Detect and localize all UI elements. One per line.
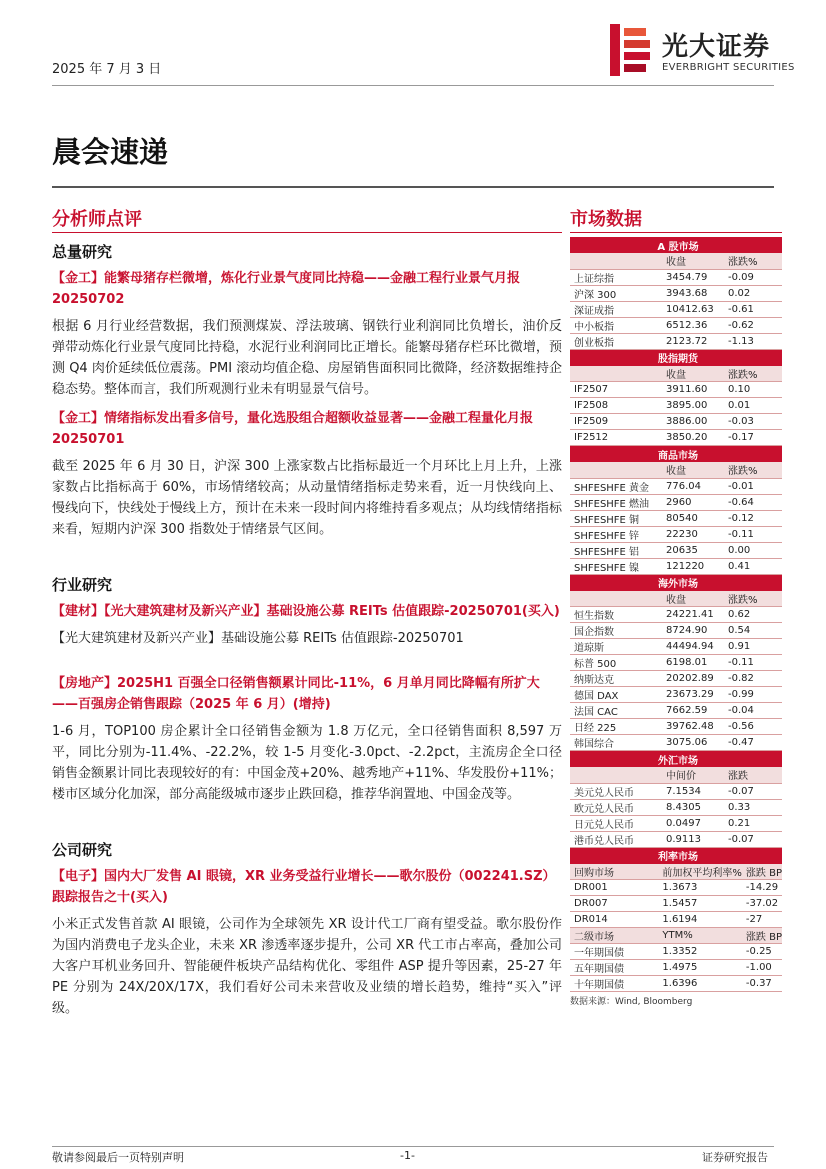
table-row-cell: 0.01 xyxy=(724,398,782,414)
logo-name-en: EVERBRIGHT SECURITIES xyxy=(662,62,795,73)
table-row-cell: -0.61 xyxy=(724,301,782,317)
table-row-cell: 沪深 300 xyxy=(570,285,662,301)
table-row xyxy=(570,269,782,285)
table-row-cell: 3886.00 xyxy=(662,414,724,430)
table-band-title: 海外市场 xyxy=(570,575,782,591)
table-row-cell: 7662.59 xyxy=(662,703,724,719)
table-row-cell: 一年期国债 xyxy=(570,944,658,960)
table-row-cell: -0.07 xyxy=(724,831,782,847)
category-macro: 总量研究 xyxy=(52,243,113,261)
table-row-cell: 1.5457 xyxy=(658,896,742,912)
market-column xyxy=(570,205,782,1007)
table-row xyxy=(570,558,782,574)
table-row-cell: -0.03 xyxy=(724,414,782,430)
everbright-logo-mark-icon xyxy=(608,22,656,78)
table-row-cell: 0.33 xyxy=(724,799,782,815)
table-row-cell: -0.04 xyxy=(724,703,782,719)
table-row-cell: 十年期国债 xyxy=(570,976,658,992)
table-row-cell: 0.21 xyxy=(724,815,782,831)
table-row-cell: 776.04 xyxy=(662,478,724,494)
table-row-cell: IF2509 xyxy=(570,414,662,430)
article-title[interactable]: 【金工】能繁母猪存栏微增，炼化行业景气度同比持稳——金融工程行业景气月报20250702 xyxy=(52,271,521,307)
table-row-cell: 0.62 xyxy=(724,607,782,623)
table-header-cell: 收盘 xyxy=(662,253,724,269)
table-row-cell: 7.1534 xyxy=(662,783,724,799)
analyst-section-title: 分析师点评 xyxy=(52,205,562,233)
table-row-cell: 10412.63 xyxy=(662,301,724,317)
table-row-cell: 标普 500 xyxy=(570,655,662,671)
article-body: 1-6 月，TOP100 房企累计全口径销售金额为 1.8 万亿元，全口径销售面积 8,597 万平，同比分别为-11.4%、-22.2%，较 1-5 月变化-3.0pct、-2.2pct，主流房企全口径销售金额累计同比表现较好的有：中国金茂+20%、越秀地产+11%、华发股份+11%；楼市区域分化加深，部分高能级城市逐步止跌回稳，推荐华润置地、中国金茂等。 xyxy=(52,724,562,802)
table-row-cell: -1.13 xyxy=(724,333,782,349)
table-row-cell: 8724.90 xyxy=(662,623,724,639)
table-row xyxy=(570,301,782,317)
table-row-cell: SHFESHFE 黄金 xyxy=(570,478,662,494)
table-row-cell: 纳斯达克 xyxy=(570,671,662,687)
table-row-cell: -27 xyxy=(742,912,782,928)
table-header xyxy=(570,462,782,478)
article-body: 截至 2025 年 6 月 30 日，沪深 300 上涨家数占比指标最近一个月环比上月上升，上涨家数占比指标高于 60%，市场情绪较高；从动量情绪指标走势来看，近一月快线向上、慢线向下，快线处于慢线上方，预计在未来一段时间内将维持看多观点；从均线情绪指标来看，短期内沪深 300 指数处于情绪景气区间。 xyxy=(52,459,562,537)
table-row-cell: 恒生指数 xyxy=(570,607,662,623)
table-band-title: 外汇市场 xyxy=(570,751,782,767)
table-row xyxy=(570,735,782,751)
table-row-cell: -0.56 xyxy=(724,719,782,735)
table-header-cell xyxy=(570,767,662,783)
table-row-cell: 1.6194 xyxy=(658,912,742,928)
table-header-cell: 涨跌% xyxy=(724,253,782,269)
table-row-cell: 上证综指 xyxy=(570,269,662,285)
table-header-cell: 涨跌 BP xyxy=(742,928,782,944)
table-row-cell: 法国 CAC xyxy=(570,703,662,719)
table-row-cell: -0.09 xyxy=(724,269,782,285)
article-body: 根据 6 月行业经营数据，我们预测煤炭、浮法玻璃、钢铁行业利润同比负增长，油价反弹带动炼化行业景气度同比持稳，水泥行业利润同比正增长。能繁母猪存栏环比微增，预测 Q4 肉价延续低位震荡。PMI 滚动均值企稳、房屋销售面积同比微降，经济数据维持企稳态势。整体而言，我们所观测行业未有明显景气信号。 xyxy=(52,319,562,397)
table-row-cell: 创业板指 xyxy=(570,333,662,349)
article-title[interactable]: 【房地产】2025H1 百强全口径销售额累计同比-11%，6 月单月同比降幅有所扩大——百强房企销售跟踪（2025 年 6 月）(增持) xyxy=(52,676,540,712)
table-row-cell: 欧元兑人民币 xyxy=(570,799,662,815)
table-row-cell: 国企指数 xyxy=(570,623,662,639)
table-row-cell: -0.64 xyxy=(724,494,782,510)
table-row-cell: SHFESHFE 镍 xyxy=(570,558,662,574)
table-row-cell: 8.4305 xyxy=(662,799,724,815)
table-row-cell: -0.11 xyxy=(724,655,782,671)
category-industry: 行业研究 xyxy=(52,576,113,594)
table-row-cell: SHFESHFE 燃油 xyxy=(570,494,662,510)
table-band xyxy=(570,446,782,462)
table-row-cell: -0.37 xyxy=(742,976,782,992)
table-header-cell: 收盘 xyxy=(662,366,724,382)
table-header xyxy=(570,767,782,783)
market-table xyxy=(570,848,782,993)
table-row-cell: 23673.29 xyxy=(662,687,724,703)
table-row xyxy=(570,896,782,912)
table-header xyxy=(570,864,782,880)
table-row-cell: -0.07 xyxy=(724,783,782,799)
table-row-cell: 3895.00 xyxy=(662,398,724,414)
table-row-cell: 港币兑人民币 xyxy=(570,831,662,847)
table-row-cell: 3454.79 xyxy=(662,269,724,285)
table-header-cell: 涨跌% xyxy=(724,366,782,382)
table-row-cell: -0.12 xyxy=(724,510,782,526)
table-band-title: 商品市场 xyxy=(570,446,782,462)
table-row-cell: 0.00 xyxy=(724,542,782,558)
table-header xyxy=(570,366,782,382)
table-row-cell: -1.00 xyxy=(742,960,782,976)
footer-divider xyxy=(52,1146,774,1147)
table-band xyxy=(570,575,782,591)
table-row xyxy=(570,831,782,847)
table-row xyxy=(570,655,782,671)
table-row-cell: 0.0497 xyxy=(662,815,724,831)
market-tables xyxy=(570,237,782,992)
table-row-cell: 德国 DAX xyxy=(570,687,662,703)
table-row-cell: SHFESHFE 铝 xyxy=(570,542,662,558)
table-header-cell: 中间价 xyxy=(662,767,724,783)
table-row-cell: IF2507 xyxy=(570,382,662,398)
table-band-title: A 股市场 xyxy=(570,237,782,253)
table-row-cell: DR007 xyxy=(570,896,658,912)
table-row-cell: -0.47 xyxy=(724,735,782,751)
article-title[interactable]: 【建材】【光大建筑建材及新兴产业】基础设施公募 REITs 估值跟踪-20250701(买入) xyxy=(52,604,560,619)
market-table xyxy=(570,237,782,350)
table-header-cell: 涨跌% xyxy=(724,591,782,607)
table-band-title: 利率市场 xyxy=(570,848,782,864)
table-band xyxy=(570,350,782,366)
table-row-cell: 0.54 xyxy=(724,623,782,639)
table-row xyxy=(570,478,782,494)
table-row xyxy=(570,494,782,510)
page-title: 晨会速递 xyxy=(52,135,169,169)
table-row-cell: 1.3352 xyxy=(658,944,742,960)
table-header xyxy=(570,253,782,269)
table-header-cell: 收盘 xyxy=(662,591,724,607)
table-row-cell: -0.17 xyxy=(724,430,782,446)
table-row-cell: 韩国综合 xyxy=(570,735,662,751)
table-row-cell: 20202.89 xyxy=(662,671,724,687)
table-row xyxy=(570,703,782,719)
table-row-cell: 0.41 xyxy=(724,558,782,574)
table-row-cell: 1.4975 xyxy=(658,960,742,976)
table-row-cell: 44494.94 xyxy=(662,639,724,655)
table-row xyxy=(570,719,782,735)
table-row-cell: 0.91 xyxy=(724,639,782,655)
table-header-cell xyxy=(570,253,662,269)
article-title[interactable]: 【金工】情绪指标发出看多信号，量化选股组合超额收益显著——金融工程量化月报20250701 xyxy=(52,411,534,447)
table-row-cell: 中小板指 xyxy=(570,317,662,333)
table-row-cell: IF2512 xyxy=(570,430,662,446)
table-row-cell: 3850.20 xyxy=(662,430,724,446)
table-row-cell: 24221.41 xyxy=(662,607,724,623)
table-row-cell: -0.62 xyxy=(724,317,782,333)
table-row-cell: DR001 xyxy=(570,880,658,896)
table-row-cell: 0.10 xyxy=(724,382,782,398)
table-row xyxy=(570,607,782,623)
table-row xyxy=(570,414,782,430)
market-table xyxy=(570,575,782,752)
table-row xyxy=(570,783,782,799)
category-company: 公司研究 xyxy=(52,841,113,859)
table-row xyxy=(570,815,782,831)
table-row-cell: -0.99 xyxy=(724,687,782,703)
article-body: 小米正式发售首款 AI 眼镜，公司作为全球领先 XR 设计代工厂商有望受益。歌尔股份作为国内消费电子龙头企业，未来 XR 渗透率逐步提升，公司 XR 代工市占率高，叠加公司大客户耳机业务回升、智能硬件板块产品结构优化、零组件 ASP 提升等因素，25-27 年 PE 分别为 24X/20X/17X，我们看好公司未来营收及业绩的增长趋势，维持“买入”评级。 xyxy=(52,917,562,1016)
header-divider xyxy=(52,85,774,86)
table-row xyxy=(570,430,782,446)
table-row-cell: -37.02 xyxy=(742,896,782,912)
table-row-cell: 0.02 xyxy=(724,285,782,301)
table-row xyxy=(570,398,782,414)
table-row xyxy=(570,639,782,655)
table-row xyxy=(570,526,782,542)
table-header-cell: YTM% xyxy=(658,928,742,944)
table-band xyxy=(570,237,782,253)
table-row xyxy=(570,880,782,896)
table-row xyxy=(570,944,782,960)
table-row-cell: 6512.36 xyxy=(662,317,724,333)
table-header-cell xyxy=(570,366,662,382)
table-row xyxy=(570,510,782,526)
footer-report-type: 证券研究报告 xyxy=(702,1151,768,1164)
table-row-cell: -0.11 xyxy=(724,526,782,542)
table-row xyxy=(570,317,782,333)
table-row-cell: 日元兑人民币 xyxy=(570,815,662,831)
page-number: -1- xyxy=(400,1149,415,1162)
table-header xyxy=(570,591,782,607)
table-row-cell: 121220 xyxy=(662,558,724,574)
data-source: 数据来源：Wind, Bloomberg xyxy=(570,997,693,1007)
table-row-cell: 1.3673 xyxy=(658,880,742,896)
table-header-cell xyxy=(570,591,662,607)
table-row-cell: 美元兑人民币 xyxy=(570,783,662,799)
table-header-cell xyxy=(570,462,662,478)
table-row-cell: -0.25 xyxy=(742,944,782,960)
table-row xyxy=(570,799,782,815)
table-row-cell: 深证成指 xyxy=(570,301,662,317)
market-table xyxy=(570,751,782,848)
table-row-cell: -0.01 xyxy=(724,478,782,494)
market-table xyxy=(570,350,782,447)
table-row-cell: 39762.48 xyxy=(662,719,724,735)
report-date: 2025 年 7 月 3 日 xyxy=(52,62,162,77)
table-row xyxy=(570,687,782,703)
table-row-cell: 0.9113 xyxy=(662,831,724,847)
table-header-cell: 收盘 xyxy=(662,462,724,478)
table-row xyxy=(570,382,782,398)
footer-disclaimer: 敬请参阅最后一页特别声明 xyxy=(52,1151,184,1164)
table-header-cell: 回购市场 xyxy=(570,864,658,880)
table-row-cell: SHFESHFE 锌 xyxy=(570,526,662,542)
table-row xyxy=(570,285,782,301)
table-header-cell: 涨跌% xyxy=(724,462,782,478)
table-row xyxy=(570,671,782,687)
table-row xyxy=(570,542,782,558)
table-header-cell: 二级市场 xyxy=(570,928,658,944)
table-band-title: 股指期货 xyxy=(570,350,782,366)
market-section-title: 市场数据 xyxy=(570,205,782,233)
table-row-cell: 1.6396 xyxy=(658,976,742,992)
table-row-cell: 2960 xyxy=(662,494,724,510)
table-row-cell: 3911.60 xyxy=(662,382,724,398)
table-row-cell: 22230 xyxy=(662,526,724,542)
article-title[interactable]: 【电子】国内大厂发售 AI 眼镜，XR 业务受益行业增长——歌尔股份（002241.SZ）跟踪报告之十(买入) xyxy=(52,869,556,905)
table-row-cell: 3943.68 xyxy=(662,285,724,301)
table-header xyxy=(570,928,782,944)
table-row-cell: 20635 xyxy=(662,542,724,558)
table-band xyxy=(570,848,782,864)
market-table xyxy=(570,446,782,575)
table-row xyxy=(570,333,782,349)
table-row-cell: 道琼斯 xyxy=(570,639,662,655)
everbright-logo xyxy=(608,22,808,78)
table-row-cell: 3075.06 xyxy=(662,735,724,751)
table-header-cell: 涨跌 BP xyxy=(742,864,782,880)
analyst-column xyxy=(52,205,562,1019)
table-row-cell: 日经 225 xyxy=(570,719,662,735)
table-header-cell: 涨跌 xyxy=(724,767,782,783)
table-row xyxy=(570,623,782,639)
table-row xyxy=(570,960,782,976)
title-divider xyxy=(52,186,774,188)
table-row-cell: 2123.72 xyxy=(662,333,724,349)
article-body: 【光大建筑建材及新兴产业】基础设施公募 REITs 估值跟踪-20250701 xyxy=(52,631,464,646)
table-row-cell: DR014 xyxy=(570,912,658,928)
table-row xyxy=(570,976,782,992)
table-row-cell: IF2508 xyxy=(570,398,662,414)
table-row-cell: 6198.01 xyxy=(662,655,724,671)
table-row-cell: -0.82 xyxy=(724,671,782,687)
table-row xyxy=(570,912,782,928)
table-row-cell: 五年期国债 xyxy=(570,960,658,976)
logo-name-cn: 光大证券 xyxy=(662,32,771,62)
table-band xyxy=(570,751,782,767)
table-row-cell: -14.29 xyxy=(742,880,782,896)
table-row-cell: 80540 xyxy=(662,510,724,526)
table-row-cell: SHFESHFE 铜 xyxy=(570,510,662,526)
table-header-cell: 前加权平均利率% xyxy=(658,864,742,880)
